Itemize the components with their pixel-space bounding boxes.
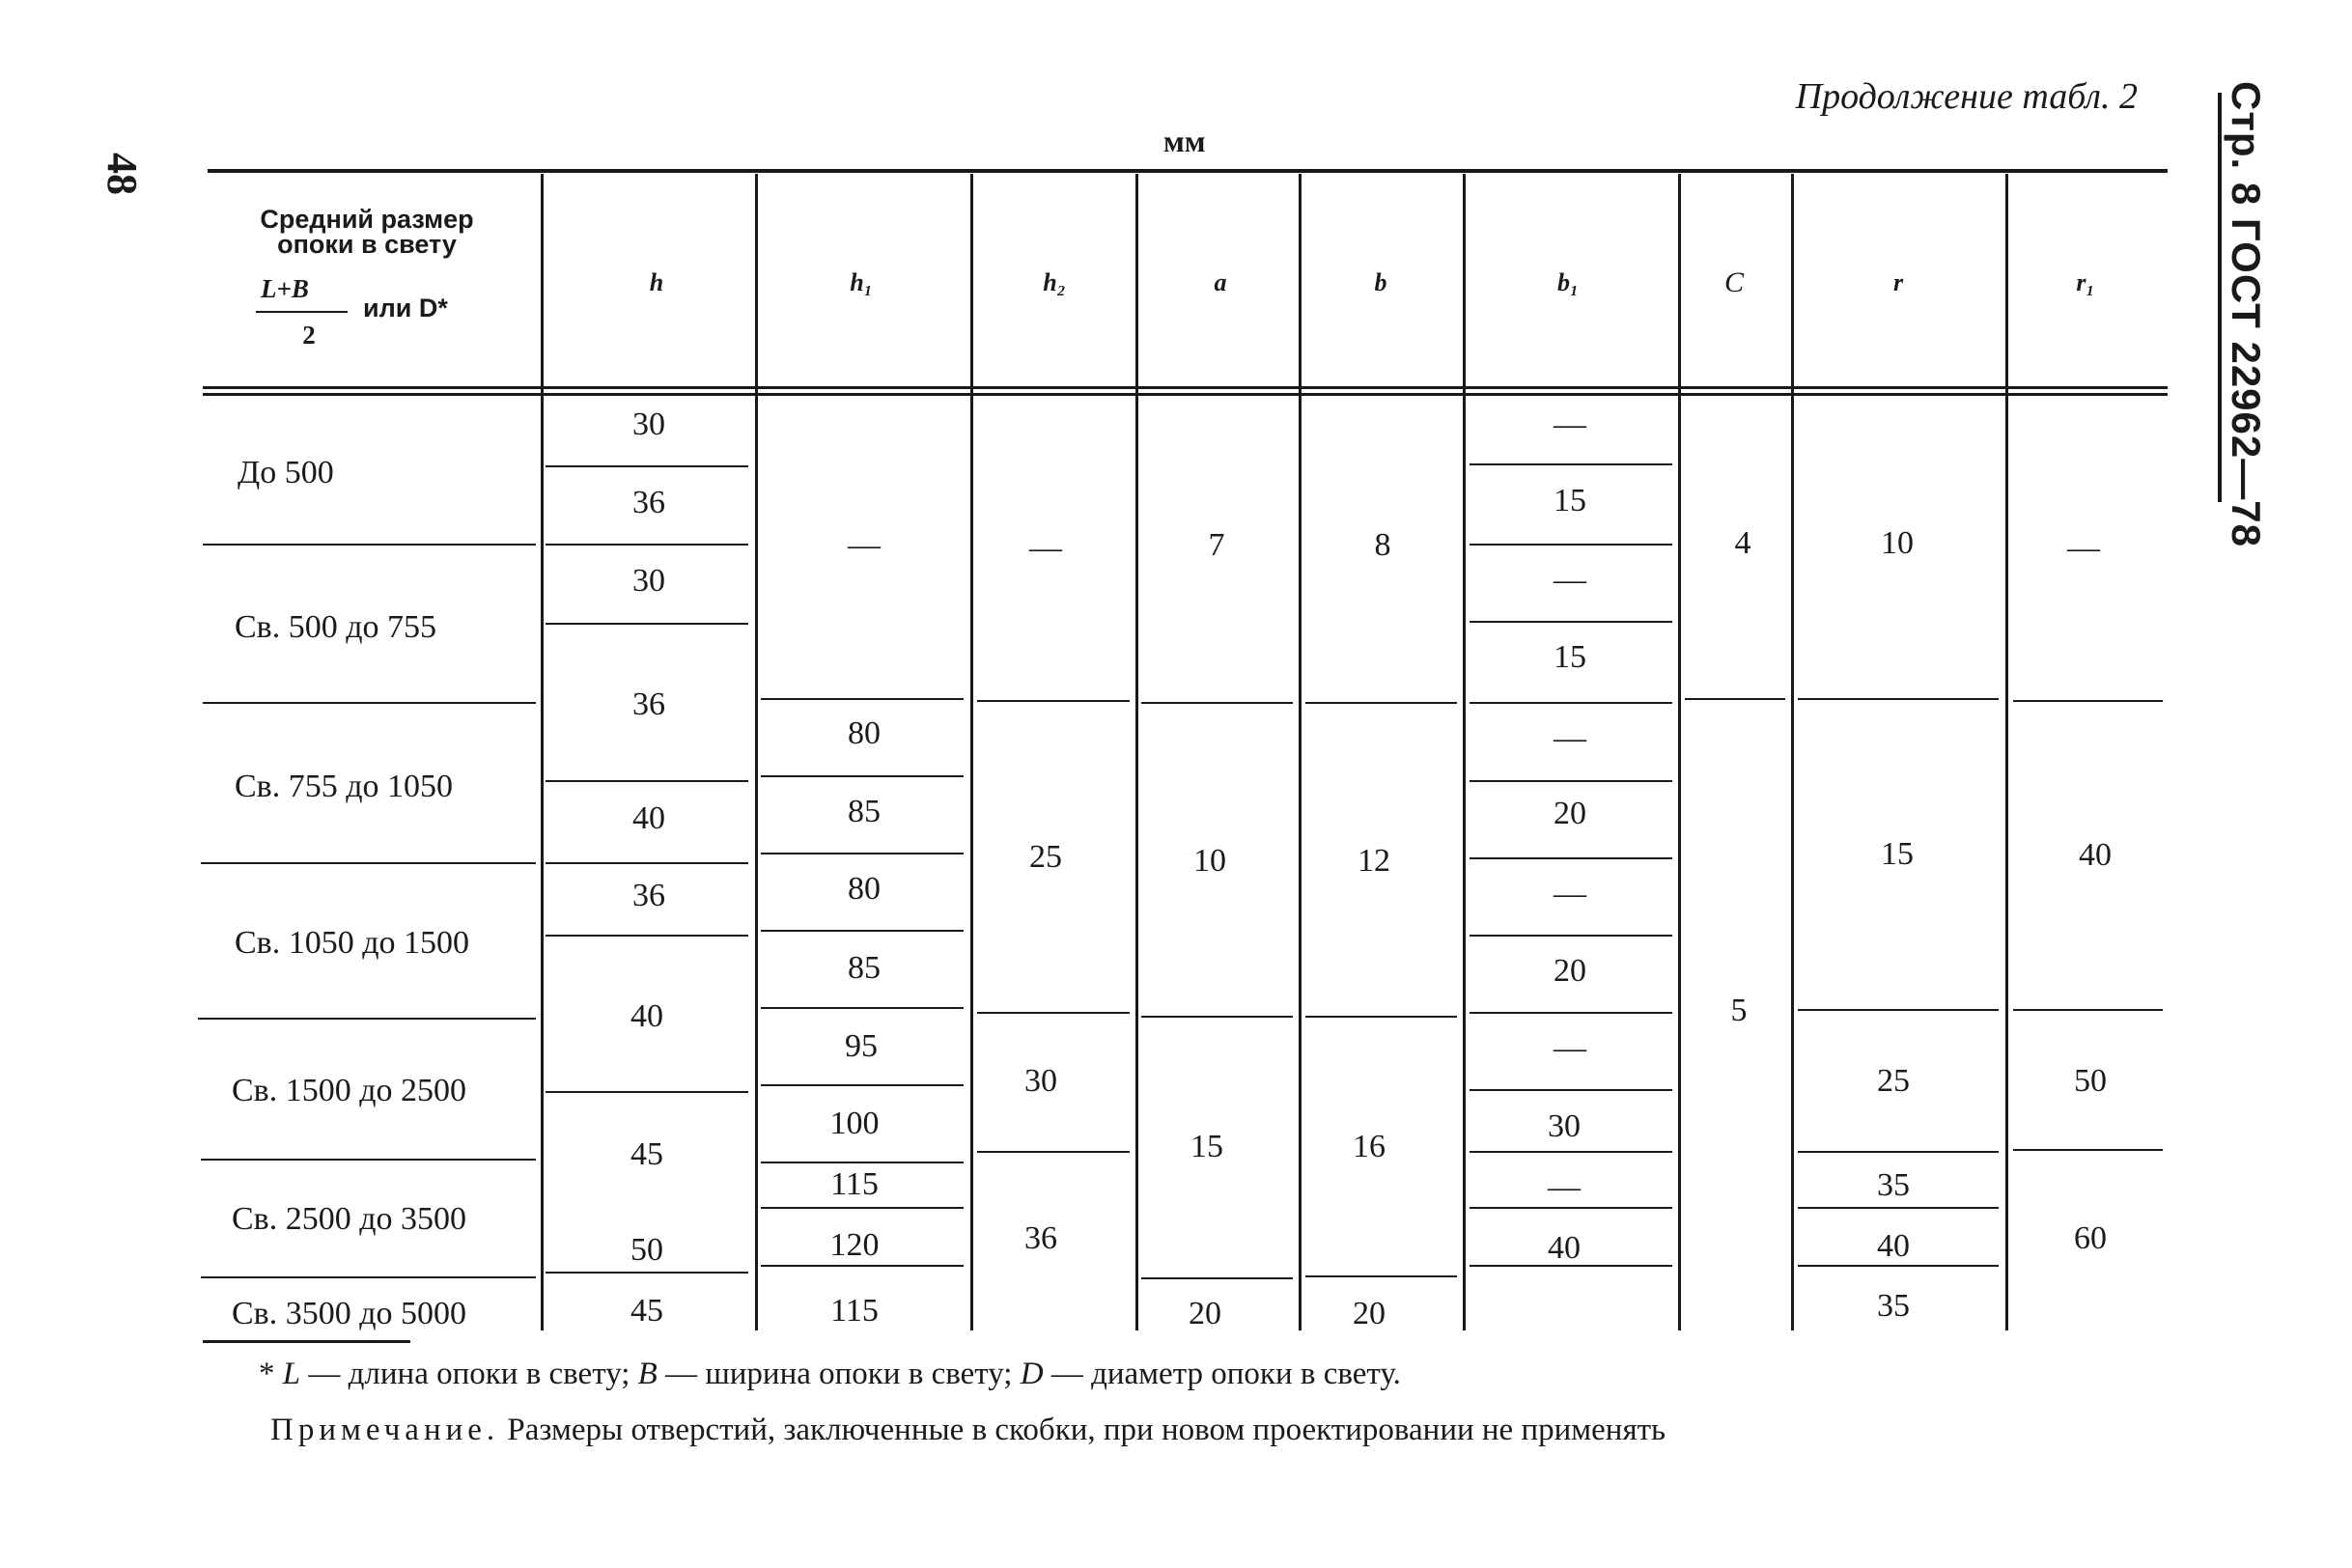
- row-label: Св. 500 до 755: [235, 609, 437, 645]
- col-header-b1: b₁: [1556, 268, 1580, 296]
- cell-c: 4: [1734, 525, 1751, 561]
- cell-b1: 15: [1554, 639, 1586, 675]
- note-text: Размеры отверстий, заключенные в скобки, при новом проектировании не применять: [499, 1413, 1666, 1447]
- cell-rule: [761, 698, 964, 700]
- row-rule: [203, 702, 536, 704]
- fraction-bar: [256, 311, 348, 313]
- cell-b: 20: [1353, 1296, 1386, 1331]
- col-divider: [970, 174, 973, 1330]
- fraction-denominator: 2: [302, 321, 316, 350]
- cell-rule: [546, 1091, 748, 1093]
- cell-r: 25: [1877, 1063, 1910, 1099]
- cell-b1: 20: [1554, 953, 1586, 989]
- cell-r: 10: [1881, 525, 1914, 561]
- cell-b1: 30: [1548, 1108, 1581, 1144]
- row-rule: [201, 1159, 536, 1161]
- cell-rule: [977, 1012, 1130, 1014]
- col-header-r: r: [1892, 268, 1904, 296]
- cell-rule: [761, 1265, 964, 1267]
- footnote: [259, 1357, 1401, 1392]
- cell-b1: —: [1554, 720, 1586, 756]
- cell-h1: 120: [829, 1227, 880, 1263]
- fraction-numerator: L+B: [261, 274, 309, 303]
- cell-rule: [546, 1272, 748, 1274]
- cell-rule: [2013, 1149, 2163, 1151]
- cell-h: 36: [632, 686, 665, 722]
- cell-rule: [2013, 1009, 2163, 1011]
- cell-rule: [1141, 702, 1293, 704]
- cell-b1: 40: [1548, 1230, 1581, 1266]
- cell-b1: 15: [1554, 483, 1586, 518]
- cell-rule: [1798, 1009, 1999, 1011]
- cell-rule: [761, 930, 964, 932]
- cell-b1: —: [1554, 406, 1586, 442]
- cell-h: 45: [630, 1293, 663, 1329]
- cell-rule: [1798, 698, 1999, 700]
- cell-rule: [1798, 1265, 1999, 1267]
- row-label: Св. 1050 до 1500: [235, 925, 470, 961]
- cell-rule: [1685, 698, 1785, 700]
- cell-r: 35: [1877, 1167, 1910, 1203]
- cell-h2: —: [1029, 530, 1062, 566]
- cell-h: 30: [632, 406, 665, 442]
- cell-h1: 80: [848, 871, 881, 907]
- col-divider: [541, 174, 544, 1330]
- col-divider: [1135, 174, 1138, 1330]
- cell-b1: —: [1548, 1169, 1581, 1205]
- cell-rule: [1470, 1151, 1672, 1153]
- cell-h: 40: [630, 998, 663, 1034]
- cell-h1: 80: [848, 715, 881, 751]
- cell-rule: [761, 775, 964, 777]
- cell-rule: [1470, 1012, 1672, 1014]
- cell-r1: 60: [2074, 1220, 2107, 1256]
- cell-h2: 25: [1029, 839, 1062, 875]
- note: [270, 1413, 1666, 1448]
- cell-h2: 30: [1024, 1063, 1057, 1099]
- cell-rule: [761, 1162, 964, 1163]
- row-rule: [201, 1276, 536, 1278]
- cell-b1: 20: [1554, 796, 1586, 831]
- row-label: До 500: [238, 455, 334, 490]
- cell-rule: [1141, 1016, 1293, 1018]
- col-header-a: a: [1214, 268, 1227, 296]
- cell-rule: [1470, 463, 1672, 465]
- col-divider: [1299, 174, 1302, 1330]
- cell-rule: [1470, 544, 1672, 546]
- cell-r1: 40: [2079, 837, 2112, 873]
- side-header: Стр. 8 ГОСТ 22962—78: [2224, 81, 2269, 547]
- cell-rule: [1470, 702, 1672, 704]
- footnote-text: — длина опоки в свету;: [300, 1357, 638, 1391]
- cell-rule: [546, 862, 748, 864]
- footnote-symbol-d: D: [1020, 1357, 1044, 1391]
- cell-rule: [1305, 702, 1457, 704]
- cell-rule: [1798, 1207, 1999, 1209]
- cell-b1: —: [1554, 1030, 1586, 1066]
- cell-rule: [1305, 1275, 1457, 1277]
- row-label: Св. 2500 до 3500: [232, 1201, 467, 1237]
- cell-b1: —: [1554, 562, 1586, 598]
- cell-r: 15: [1881, 836, 1914, 872]
- col-divider: [1791, 174, 1794, 1330]
- cell-h: 45: [630, 1136, 663, 1172]
- cell-rule: [546, 780, 748, 782]
- cell-r: 40: [1877, 1228, 1910, 1264]
- cell-h1: 85: [848, 950, 881, 986]
- cell-h1: 115: [830, 1293, 879, 1329]
- cell-b: 8: [1374, 527, 1391, 563]
- row-rule: [198, 1018, 536, 1020]
- cell-h: 40: [632, 800, 665, 836]
- cell-rule: [1798, 1151, 1999, 1153]
- cell-b: 12: [1358, 843, 1390, 879]
- cell-rule: [546, 465, 748, 467]
- header-rule-2: [203, 393, 2168, 396]
- row-rule: [201, 862, 536, 864]
- cell-r1: —: [2067, 530, 2100, 566]
- cell-h2: 36: [1024, 1220, 1057, 1256]
- cell-rule: [1470, 935, 1672, 937]
- cell-h1: —: [848, 527, 881, 563]
- col-header-r1: r₁: [2076, 268, 2095, 296]
- cell-h1: 115: [830, 1166, 879, 1202]
- footnote-symbol-b: B: [637, 1357, 658, 1391]
- cell-a: 20: [1189, 1296, 1221, 1331]
- cell-rule: [761, 1207, 964, 1209]
- cell-rule: [1470, 857, 1672, 859]
- cell-h: 36: [632, 878, 665, 913]
- col-divider: [1463, 174, 1466, 1330]
- cell-h1: 85: [848, 794, 881, 829]
- cell-rule: [761, 853, 964, 854]
- cell-h1: 95: [845, 1028, 878, 1064]
- row-label: Св. 3500 до 5000: [232, 1296, 467, 1331]
- cell-rule: [546, 544, 748, 546]
- cell-rule: [2013, 700, 2163, 702]
- side-header-rule: [2218, 93, 2222, 502]
- cell-r: 35: [1877, 1288, 1910, 1324]
- cell-rule: [1141, 1277, 1293, 1279]
- cell-rule: [977, 1151, 1130, 1153]
- cell-h: 36: [632, 485, 665, 520]
- unit-label: мм: [1163, 124, 1206, 158]
- footnote-star: *: [259, 1357, 275, 1391]
- cell-b: 16: [1353, 1129, 1386, 1164]
- cell-rule: [1470, 1089, 1672, 1091]
- cell-rule: [1305, 1016, 1457, 1018]
- stub-header-line1: Средний размер: [260, 205, 474, 234]
- col-header-c: C: [1723, 266, 1744, 298]
- cell-rule: [977, 700, 1130, 702]
- cell-rule: [546, 935, 748, 937]
- row-label: Св. 1500 до 2500: [232, 1073, 467, 1108]
- table-top-rule: [208, 169, 2168, 173]
- cell-rule: [1470, 780, 1672, 782]
- stub-header-or: или D*: [363, 294, 448, 322]
- col-header-h2: h₂: [1043, 268, 1066, 296]
- cell-h: 50: [630, 1232, 663, 1268]
- cell-h1: 100: [829, 1106, 880, 1141]
- cell-rule: [1470, 621, 1672, 623]
- footnote-text: — диаметр опоки в свету.: [1043, 1357, 1401, 1391]
- cell-b1: —: [1554, 876, 1586, 911]
- continuation-title: Продолжение табл. 2: [1795, 76, 2138, 117]
- col-header-h1: h₁: [850, 268, 873, 296]
- page-number: 48: [98, 153, 146, 195]
- cell-a: 7: [1208, 527, 1225, 563]
- cell-a: 10: [1193, 843, 1226, 879]
- col-header-h: h: [649, 268, 664, 296]
- cell-rule: [761, 1084, 964, 1086]
- col-divider: [1678, 174, 1681, 1330]
- cell-h: 30: [632, 563, 665, 599]
- stub-header-line2: опоки в свету: [277, 230, 457, 259]
- row-label: Св. 755 до 1050: [235, 769, 454, 804]
- cell-rule: [546, 623, 748, 625]
- cell-a: 15: [1190, 1129, 1223, 1164]
- cell-rule: [761, 1007, 964, 1009]
- note-label: Примечание.: [270, 1413, 500, 1447]
- table-bottom-rule: [203, 1340, 410, 1343]
- cell-c: 5: [1730, 993, 1748, 1028]
- header-rule-1: [203, 386, 2168, 389]
- cell-rule: [1470, 1207, 1672, 1209]
- col-divider: [2005, 174, 2008, 1330]
- footnote-symbol-l: L: [282, 1357, 301, 1391]
- cell-r1: 50: [2074, 1063, 2107, 1099]
- col-header-b: b: [1374, 268, 1387, 296]
- footnote-text: — ширина опоки в свету;: [657, 1357, 1021, 1391]
- row-rule: [203, 544, 536, 546]
- col-divider: [755, 174, 758, 1330]
